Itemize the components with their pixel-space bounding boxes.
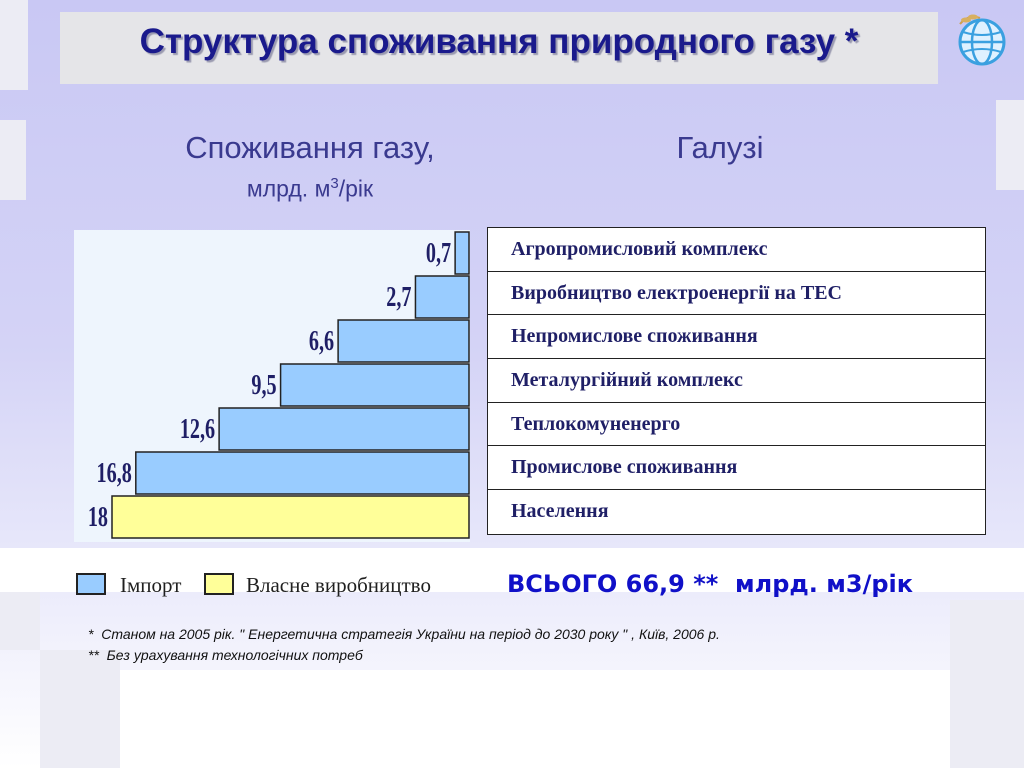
bar-2 [415,276,469,318]
bar-6 [136,452,469,494]
footnote-2: ** Без урахування технологічних потреб [88,647,363,663]
consumption-heading: Споживання газу, [185,130,435,165]
industry-row [488,272,985,316]
globe-logo-icon [946,10,1012,68]
bar-4 [281,364,469,406]
bg-block [40,650,120,768]
bar-3 [338,320,469,362]
consumption-chart [74,230,470,542]
industry-row [488,490,985,534]
bar-7 [112,496,469,538]
industry-label: Виробництво електроенергії на ТЕС [511,281,842,304]
industry-label: Непромислове споживання [511,325,758,348]
units-superscript: 3 [330,175,339,192]
industry-table [487,227,986,535]
total-consumption: ВСЬОГО 66,9 ** млрд. м3/рік [507,570,914,598]
bar-value-label: 16,8 [96,457,132,489]
legend-import-label: Імпорт [120,573,182,597]
industry-row [488,228,985,272]
bar-value-label: 12,6 [179,413,216,445]
page-title: Структура споживання природного газу * [139,22,859,61]
industry-label: Теплокомуненерго [511,412,681,435]
industry-label: Населення [511,500,609,523]
legend-import-swatch [76,573,106,595]
footnote-1: * Станом на 2005 рік. " Енергетична стратегія України на період до 2030 року " , Київ, 2006 р. [88,626,720,642]
bar-value-label: 0,7 [425,237,452,269]
bar-value-label: 18 [87,501,108,533]
legend-own-label: Власне виробництво [246,573,431,597]
bg-block [0,120,26,200]
title-banner [60,12,938,84]
bar-value-label: 2,7 [386,281,412,313]
industry-label: Металургійний комплекс [511,368,743,391]
bg-block [0,590,40,650]
industry-label: Агропромисловий комплекс [511,237,768,260]
chart-panel [74,230,470,542]
consumption-units [140,175,480,203]
bar-1 [455,232,469,274]
bar-value-label: 6,6 [308,325,335,357]
industry-row [488,315,985,359]
bar-value-label: 9,5 [251,369,277,401]
bg-block [120,670,950,768]
industries-heading: Галузі [676,130,764,165]
legend-own-swatch [204,573,234,595]
bg-block [996,100,1024,190]
units-suffix: /рік [338,175,374,202]
bg-block [950,600,1024,768]
units-text: млрд. м [246,175,331,202]
industry-row [488,359,985,403]
industry-row [488,403,985,447]
bg-block [0,0,28,90]
industry-label: Промислове споживання [511,456,738,479]
bar-5 [219,408,469,450]
industry-row [488,446,985,490]
